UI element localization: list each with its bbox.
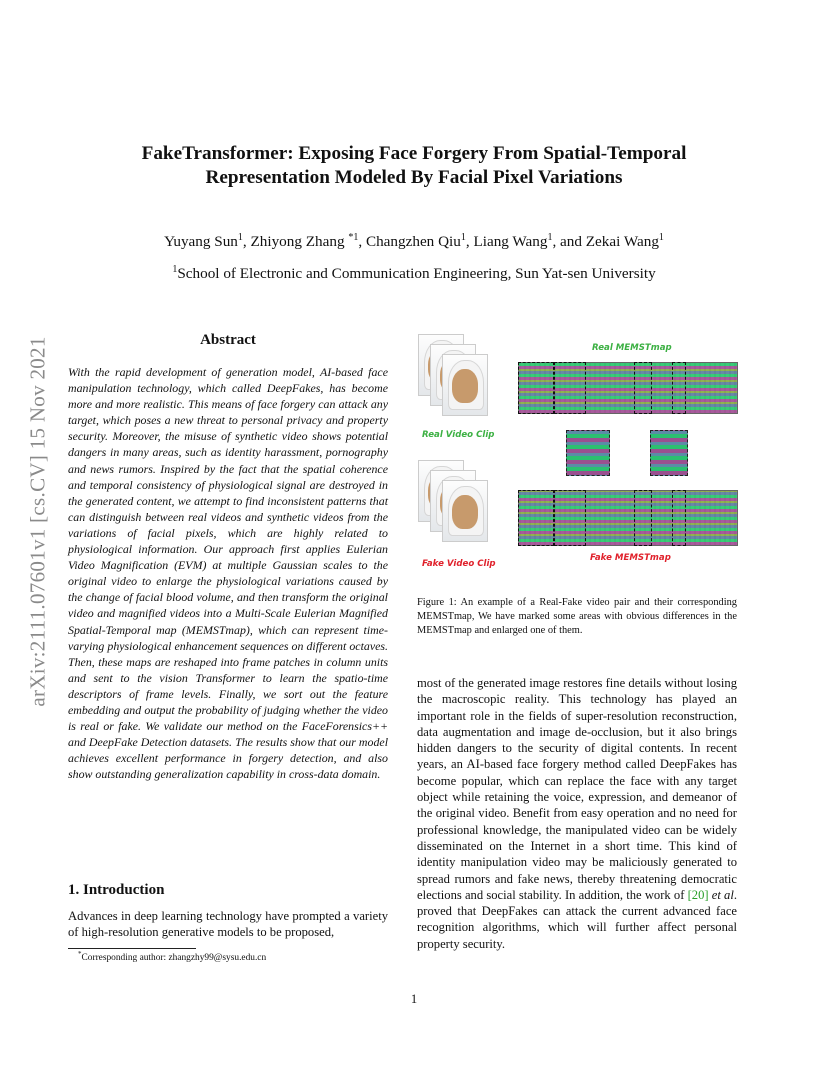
real-clip-frame <box>442 354 488 416</box>
face-shape <box>452 369 478 403</box>
marked-region <box>554 490 586 546</box>
marked-region <box>634 490 652 546</box>
fake-memstmap-label: Fake MEMSTmap <box>590 553 671 563</box>
figure-caption: Figure 1: An example of a Real-Fake video pair and their corresponding MEMSTmap, We have marked some areas with obvious differences in the MEMSTmap and enlarged one of them. <box>417 597 737 637</box>
fake-video-clip-label: Fake Video Clip <box>422 559 496 569</box>
author-superscript: 1 <box>460 232 466 243</box>
affiliation <box>90 264 738 284</box>
author-name: Liang Wang <box>473 233 548 250</box>
citation-link[interactable]: [20] <box>687 887 709 902</box>
real-video-clip-label: Real Video Clip <box>422 430 495 440</box>
author-superscript: 1 <box>658 232 664 243</box>
author-separator: , <box>242 233 251 250</box>
title-line-2: Representation Modeled By Facial Pixel Variations <box>205 167 623 188</box>
page-number: 1 <box>410 992 418 1006</box>
right-column-text <box>417 675 737 952</box>
real-enlarged-patch <box>566 430 610 476</box>
author-separator: , <box>358 233 366 250</box>
footnote-rule <box>68 948 196 949</box>
body-text-continued: . proved that DeepFakes can attack the current advanced face recognition algorithms, which will further affect personal property security. <box>417 887 737 951</box>
arxiv-stamp-text: arXiv:2111.07601v1 [cs.CV] 15 Nov 2021 <box>25 335 50 707</box>
fake-clip-frame <box>442 480 488 542</box>
author-list <box>90 232 738 252</box>
real-memstmap-label: Real MEMSTmap <box>592 343 672 353</box>
footnote-mark: * <box>78 950 82 958</box>
fake-enlarged-patch <box>650 430 688 476</box>
author-name: Yuyang Sun <box>164 233 238 250</box>
author-separator: , <box>465 233 474 250</box>
marked-region <box>672 362 686 414</box>
footnote-text: Corresponding author: zhangzhy99@sysu.edu.cn <box>81 953 267 963</box>
introduction-heading: 1. Introduction <box>68 882 165 898</box>
et-al-text: et al <box>711 887 734 902</box>
affiliation-superscript: 1 <box>172 264 178 275</box>
marked-region <box>634 362 652 414</box>
affiliation-text: School of Electronic and Communication Engineering, Sun Yat-sen University <box>177 265 656 282</box>
face-shape <box>452 495 478 529</box>
paper-title <box>100 142 728 190</box>
author-name: Zhiyong Zhang <box>250 233 349 250</box>
author-separator: , and <box>552 233 586 250</box>
author-superscript: *1 <box>348 232 359 243</box>
body-text: most of the generated image restores fine details without losing the macroscopic reality. This technology has played an important role in the fields of super-resolution reconstruction, data augmentation and image de-occlusion, but it also brings hidden dangers to the security of digital contents. In recent years, an AI-based face forgery method called DeepFakes has become popular, which can replace the face with any target object while retaining the voice, expression, and demeanor of the original video. Benefit from easy operation and no need for professional knowledge, the manipulated video can be widely disseminated on the Internet in a short time. This kind of identity manipulation video may be maliciously generated to spread rumors and fake news, thereby threatening democratic elections and social stability. In addition, the work of <box>417 676 737 902</box>
footnote <box>78 952 266 964</box>
introduction-text: Advances in deep learning technology have prompted a variety of high-resolution generative models to be proposed, <box>68 909 388 940</box>
abstract-heading: Abstract <box>200 332 256 348</box>
abstract-body: With the rapid development of generation model, AI-based face manipulation technology, which called DeepFakes, has become more and more realistic. This means of face forgery can attack any target, which poses a new threat to personal privacy and property security. Moreover, the misuse of synthetic video shows potential dangers in many areas, such as identity harassment, pornography and news rumors. Inspired by the fact that the spatial coherence and temporal consistency of physiological signal are destroyed in the generated content, we attempt to find inconsistent patterns that can distinguish between real videos and synthetic videos from the variations of facial pixels, which are highly related to physiological information. Our approach first applies Eulerian Video Magnification (EVM) at multiple Gaussian scales to the original video to enlarge the physiological variations caused by the change of facial blood volume, and then transform the original video and magnified videos into a Multi-Scale Eulerian Magnified Spatial-Temporal map (MEMSTmap), which can represent time-varying physiological enhancement sequences on different octaves. Then, these maps are reshaped into frame patches in column units and sent to the vision Transformer to learn the spatio-time descriptors of frame levels. Finally, we sort out the feature embedding and output the probability of judging whether the video is real or fake. We validate our method on the FaceForensics++ and DeepFake Detection datasets. The results show that our model achieves excellent performance in forgery detection, and also show outstanding generalization capability in cross-data domain. <box>68 365 388 782</box>
arxiv-stamp <box>24 282 52 760</box>
title-line-1: FakeTransformer: Exposing Face Forgery From Spatial-Temporal <box>141 143 687 164</box>
marked-region <box>518 490 554 546</box>
figure-1 <box>414 334 740 584</box>
marked-region <box>518 362 554 414</box>
author-name: Zekai Wang <box>585 233 659 250</box>
marked-region <box>672 490 686 546</box>
author-superscript: 1 <box>547 232 553 243</box>
author-name: Changzhen Qiu <box>365 233 461 250</box>
marked-region <box>554 362 586 414</box>
author-superscript: 1 <box>237 232 243 243</box>
